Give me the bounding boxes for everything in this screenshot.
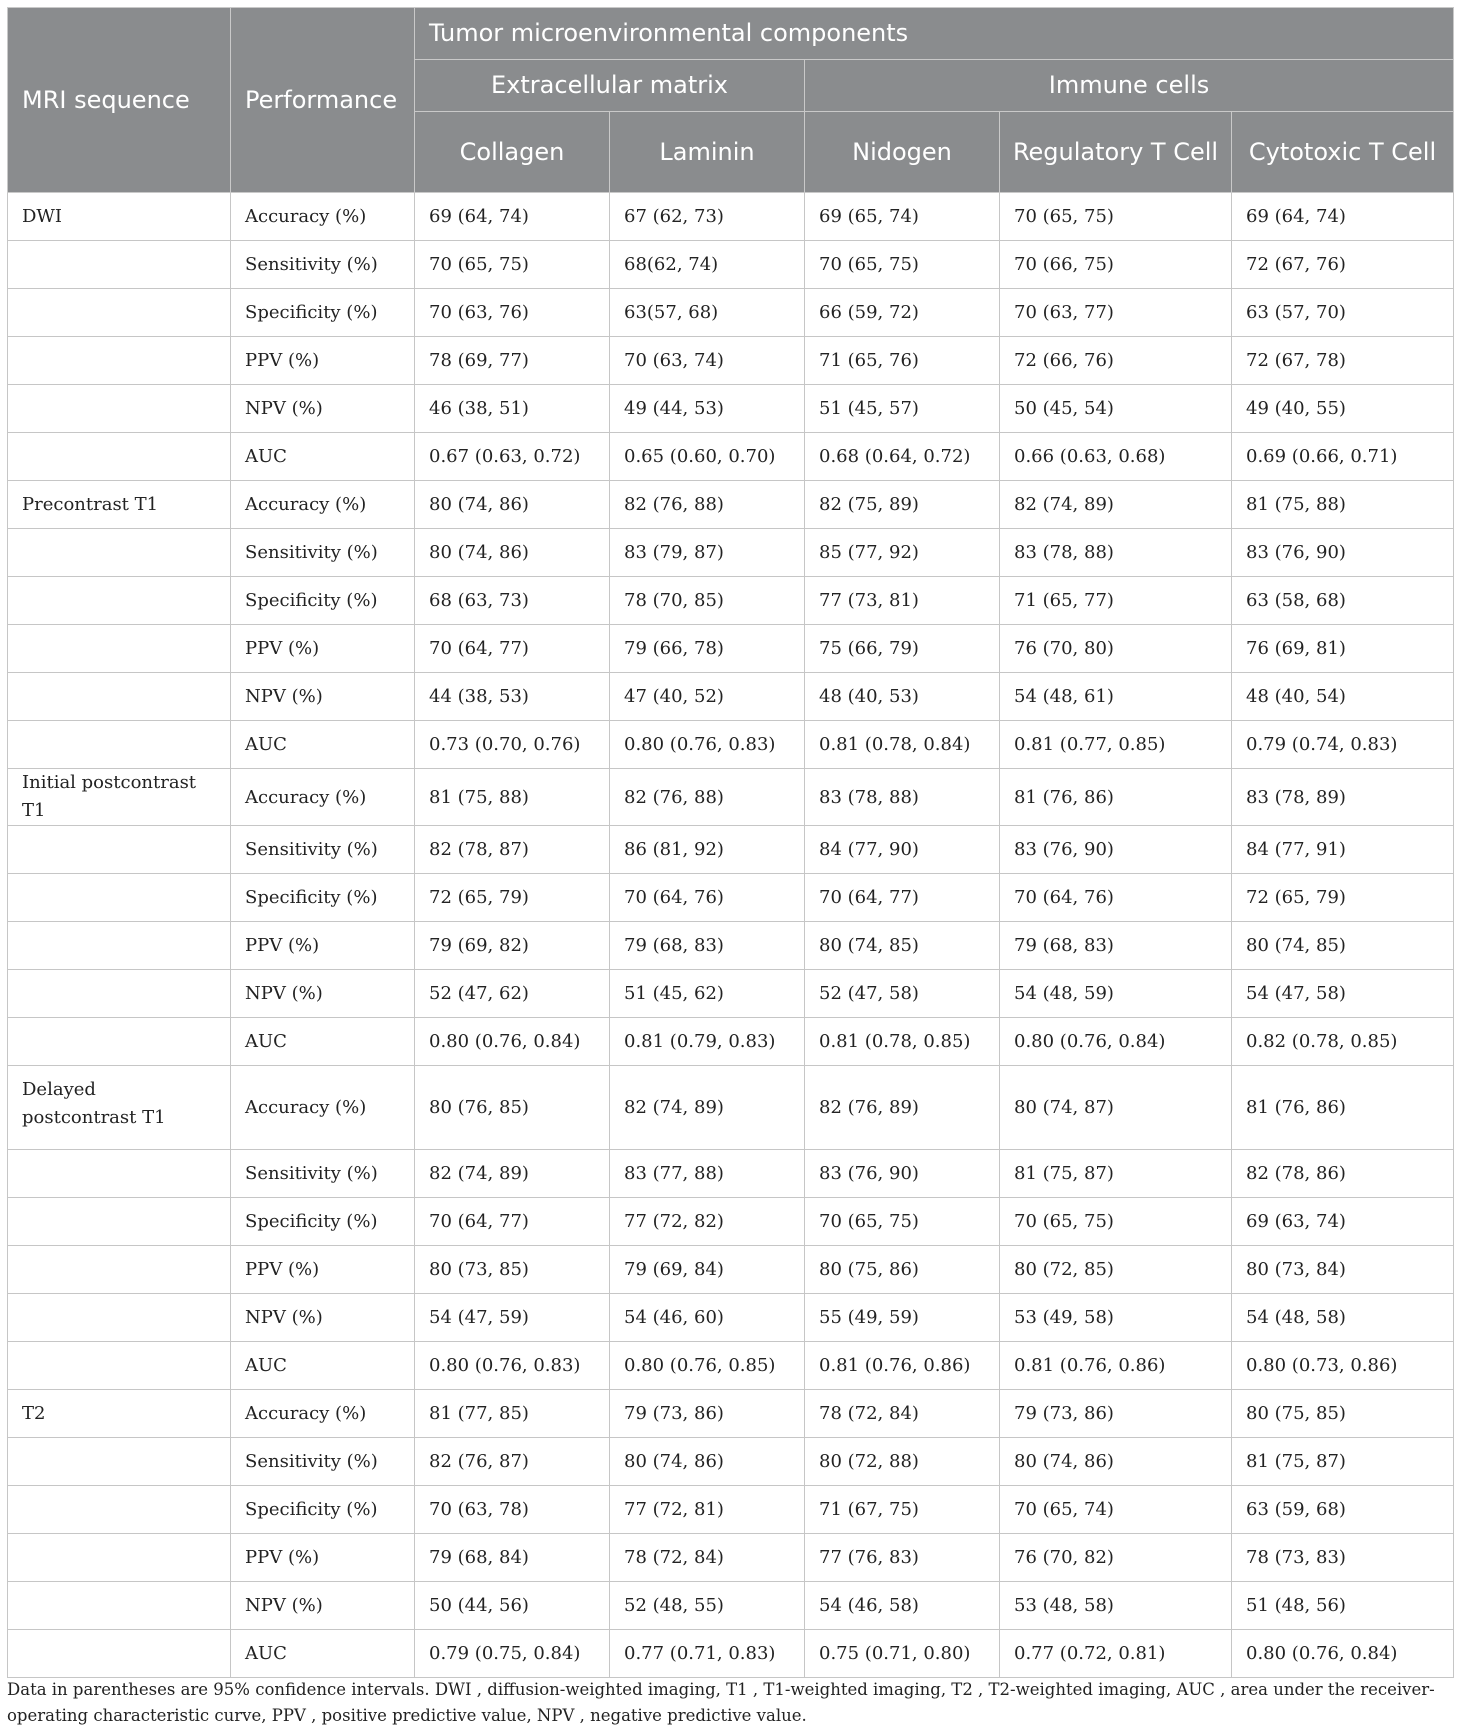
cell-value: 78 (69, 77) — [415, 337, 610, 385]
cell-value: 0.81 (0.76, 0.86) — [805, 1342, 1000, 1390]
cell-value: 0.75 (0.71, 0.80) — [805, 1630, 1000, 1678]
cell-value: 51 (45, 62) — [610, 970, 805, 1018]
cell-mri-sequence — [8, 721, 231, 769]
cell-value: 79 (69, 82) — [415, 922, 610, 970]
cell-value: 83 (78, 88) — [1000, 529, 1232, 577]
cell-value: 46 (38, 51) — [415, 385, 610, 433]
cell-value: 70 (63, 76) — [415, 289, 610, 337]
cell-value: 78 (72, 84) — [805, 1390, 1000, 1438]
cell-value: 44 (38, 53) — [415, 673, 610, 721]
cell-value: 71 (67, 75) — [805, 1486, 1000, 1534]
cell-value: 0.81 (0.76, 0.86) — [1000, 1342, 1232, 1390]
cell-value: 82 (76, 88) — [610, 481, 805, 529]
cell-value: 76 (70, 82) — [1000, 1534, 1232, 1582]
cell-mri-sequence — [8, 673, 231, 721]
cell-value: 50 (44, 56) — [415, 1582, 610, 1630]
cell-value: 70 (65, 75) — [1000, 193, 1232, 241]
cell-value: 54 (46, 60) — [610, 1294, 805, 1342]
cell-value: 0.80 (0.76, 0.84) — [415, 1018, 610, 1066]
table-row — [8, 1150, 1454, 1198]
table-row — [8, 1438, 1454, 1486]
cell-value: 54 (48, 59) — [1000, 970, 1232, 1018]
cell-value: 80 (72, 88) — [805, 1438, 1000, 1486]
table-row — [8, 874, 1454, 922]
cell-value: 70 (65, 74) — [1000, 1486, 1232, 1534]
cell-value: 0.82 (0.78, 0.85) — [1232, 1018, 1454, 1066]
cell-value: 80 (74, 86) — [415, 481, 610, 529]
cell-value: 48 (40, 53) — [805, 673, 1000, 721]
cell-value: 69 (65, 74) — [805, 193, 1000, 241]
cell-value: 70 (64, 76) — [1000, 874, 1232, 922]
results-table — [7, 7, 1454, 1678]
cell-value: 82 (74, 89) — [610, 1066, 805, 1150]
cell-value: 86 (81, 92) — [610, 826, 805, 874]
cell-performance-metric: NPV (%) — [231, 673, 415, 721]
cell-value: 68 (63, 73) — [415, 577, 610, 625]
cell-performance-metric: Accuracy (%) — [231, 1066, 415, 1150]
cell-mri-sequence — [8, 289, 231, 337]
cell-value: 0.66 (0.63, 0.68) — [1000, 433, 1232, 481]
cell-value: 70 (63, 77) — [1000, 289, 1232, 337]
cell-value: 49 (40, 55) — [1232, 385, 1454, 433]
cell-value: 70 (66, 75) — [1000, 241, 1232, 289]
cell-value: 80 (73, 85) — [415, 1246, 610, 1294]
cell-performance-metric: Sensitivity (%) — [231, 826, 415, 874]
cell-performance-metric: Accuracy (%) — [231, 193, 415, 241]
cell-value: 81 (75, 87) — [1000, 1150, 1232, 1198]
table-row — [8, 193, 1454, 241]
cell-value: 82 (74, 89) — [1000, 481, 1232, 529]
cell-value: 82 (75, 89) — [805, 481, 1000, 529]
cell-performance-metric: PPV (%) — [231, 1246, 415, 1294]
cell-mri-sequence — [8, 1018, 231, 1066]
cell-performance-metric: AUC — [231, 1630, 415, 1678]
cell-performance-metric: Sensitivity (%) — [231, 241, 415, 289]
table-row — [8, 433, 1454, 481]
cell-value: 81 (75, 88) — [1232, 481, 1454, 529]
cell-mri-sequence — [8, 1486, 231, 1534]
cell-mri-sequence — [8, 241, 231, 289]
cell-performance-metric: Specificity (%) — [231, 1486, 415, 1534]
cell-value: 80 (74, 85) — [805, 922, 1000, 970]
cell-value: 70 (65, 75) — [415, 241, 610, 289]
cell-value: 69 (64, 74) — [415, 193, 610, 241]
cell-value: 71 (65, 76) — [805, 337, 1000, 385]
cell-performance-metric: Sensitivity (%) — [231, 529, 415, 577]
table-row — [8, 1198, 1454, 1246]
cell-value: 70 (64, 76) — [610, 874, 805, 922]
cell-mri-sequence — [8, 1246, 231, 1294]
cell-mri-sequence — [8, 1198, 231, 1246]
cell-value: 81 (76, 86) — [1000, 769, 1232, 826]
cell-performance-metric: PPV (%) — [231, 337, 415, 385]
cell-performance-metric: Sensitivity (%) — [231, 1150, 415, 1198]
cell-value: 0.81 (0.79, 0.83) — [610, 1018, 805, 1066]
cell-value: 0.69 (0.66, 0.71) — [1232, 433, 1454, 481]
cell-mri-sequence — [8, 625, 231, 673]
table-footnote: Data in parentheses are 95% confidence intervals. DWI , diffusion-weighted imaging, T1 , T1-weighted imaging, T2 , T2-weighted imaging, AUC , area under the receiver-operating characteristic curve, PPV , positive predictive value, NPV , negative predictive value. — [7, 1680, 1435, 1725]
table-row — [8, 922, 1454, 970]
cell-value: 0.65 (0.60, 0.70) — [610, 433, 805, 481]
cell-value: 52 (47, 58) — [805, 970, 1000, 1018]
cell-value: 77 (72, 82) — [610, 1198, 805, 1246]
table-row — [8, 337, 1454, 385]
cell-value: 70 (63, 74) — [610, 337, 805, 385]
cell-value: 81 (75, 88) — [415, 769, 610, 826]
cell-value: 70 (65, 75) — [805, 1198, 1000, 1246]
table-row — [8, 1630, 1454, 1678]
cell-value: 77 (72, 81) — [610, 1486, 805, 1534]
table-row — [8, 577, 1454, 625]
cell-value: 0.77 (0.71, 0.83) — [610, 1630, 805, 1678]
cell-value: 68(62, 74) — [610, 241, 805, 289]
cell-value: 79 (68, 83) — [1000, 922, 1232, 970]
cell-value: 80 (73, 84) — [1232, 1246, 1454, 1294]
cell-performance-metric: Sensitivity (%) — [231, 1438, 415, 1486]
cell-value: 72 (65, 79) — [415, 874, 610, 922]
cell-value: 0.80 (0.76, 0.85) — [610, 1342, 805, 1390]
cell-value: 0.80 (0.76, 0.84) — [1232, 1630, 1454, 1678]
cell-mri-sequence — [8, 385, 231, 433]
cell-mri-sequence — [8, 1630, 231, 1678]
table-row — [8, 1390, 1454, 1438]
cell-mri-sequence — [8, 1294, 231, 1342]
cell-performance-metric: AUC — [231, 1342, 415, 1390]
cell-mri-sequence: Precontrast T1 — [8, 481, 231, 529]
cell-value: 63 (57, 70) — [1232, 289, 1454, 337]
cell-value: 72 (65, 79) — [1232, 874, 1454, 922]
cell-value: 67 (62, 73) — [610, 193, 805, 241]
table-body — [8, 193, 1454, 1678]
cell-value: 79 (68, 83) — [610, 922, 805, 970]
table-row — [8, 1582, 1454, 1630]
cell-value: 0.81 (0.78, 0.85) — [805, 1018, 1000, 1066]
cell-performance-metric: AUC — [231, 433, 415, 481]
cell-value: 72 (67, 76) — [1232, 241, 1454, 289]
header-group-title: Tumor microenvironmental components — [415, 8, 1454, 60]
header-laminin: Laminin — [610, 112, 805, 193]
cell-value: 78 (70, 85) — [610, 577, 805, 625]
cell-performance-metric: PPV (%) — [231, 1534, 415, 1582]
cell-value: 70 (65, 75) — [805, 241, 1000, 289]
cell-value: 83 (76, 90) — [1232, 529, 1454, 577]
cell-value: 54 (48, 58) — [1232, 1294, 1454, 1342]
cell-mri-sequence — [8, 1534, 231, 1582]
header-extracellular-matrix: Extracellular matrix — [415, 60, 805, 112]
cell-value: 80 (76, 85) — [415, 1066, 610, 1150]
header-performance: Performance — [231, 8, 415, 193]
cell-value: 79 (73, 86) — [610, 1390, 805, 1438]
cell-mri-sequence — [8, 1150, 231, 1198]
table-row — [8, 1294, 1454, 1342]
cell-value: 0.81 (0.77, 0.85) — [1000, 721, 1232, 769]
cell-value: 80 (74, 86) — [1000, 1438, 1232, 1486]
cell-value: 70 (65, 75) — [1000, 1198, 1232, 1246]
cell-value: 0.79 (0.74, 0.83) — [1232, 721, 1454, 769]
table-row — [8, 241, 1454, 289]
table-row — [8, 769, 1454, 826]
table-row — [8, 1342, 1454, 1390]
table-row — [8, 481, 1454, 529]
cell-value: 0.79 (0.75, 0.84) — [415, 1630, 610, 1678]
cell-value: 63(57, 68) — [610, 289, 805, 337]
cell-mri-sequence: Delayed postcontrast T1 — [8, 1066, 231, 1150]
cell-value: 80 (74, 86) — [415, 529, 610, 577]
cell-value: 70 (63, 78) — [415, 1486, 610, 1534]
cell-mri-sequence — [8, 922, 231, 970]
cell-mri-sequence — [8, 1438, 231, 1486]
cell-value: 80 (75, 86) — [805, 1246, 1000, 1294]
cell-mri-sequence — [8, 826, 231, 874]
cell-mri-sequence: Initial postcontrast T1 — [8, 769, 231, 826]
cell-performance-metric: AUC — [231, 1018, 415, 1066]
cell-value: 84 (77, 91) — [1232, 826, 1454, 874]
cell-value: 48 (40, 54) — [1232, 673, 1454, 721]
cell-value: 52 (48, 55) — [610, 1582, 805, 1630]
header-immune-cells: Immune cells — [805, 60, 1454, 112]
cell-value: 82 (76, 88) — [610, 769, 805, 826]
cell-value: 0.67 (0.63, 0.72) — [415, 433, 610, 481]
table-row — [8, 826, 1454, 874]
cell-value: 79 (69, 84) — [610, 1246, 805, 1294]
table-row — [8, 1066, 1454, 1150]
cell-mri-sequence — [8, 337, 231, 385]
cell-value: 63 (58, 68) — [1232, 577, 1454, 625]
cell-value: 80 (74, 87) — [1000, 1066, 1232, 1150]
cell-value: 80 (75, 85) — [1232, 1390, 1454, 1438]
cell-value: 81 (76, 86) — [1232, 1066, 1454, 1150]
cell-value: 79 (66, 78) — [610, 625, 805, 673]
cell-value: 0.80 (0.73, 0.86) — [1232, 1342, 1454, 1390]
cell-mri-sequence — [8, 1342, 231, 1390]
cell-mri-sequence — [8, 433, 231, 481]
cell-value: 78 (73, 83) — [1232, 1534, 1454, 1582]
cell-value: 54 (46, 58) — [805, 1582, 1000, 1630]
cell-value: 54 (47, 59) — [415, 1294, 610, 1342]
cell-value: 83 (77, 88) — [610, 1150, 805, 1198]
cell-value: 83 (79, 87) — [610, 529, 805, 577]
cell-value: 82 (78, 86) — [1232, 1150, 1454, 1198]
cell-value: 0.68 (0.64, 0.72) — [805, 433, 1000, 481]
cell-value: 51 (45, 57) — [805, 385, 1000, 433]
cell-value: 52 (47, 62) — [415, 970, 610, 1018]
cell-value: 0.80 (0.76, 0.83) — [415, 1342, 610, 1390]
cell-mri-sequence — [8, 970, 231, 1018]
cell-value: 83 (78, 88) — [805, 769, 1000, 826]
cell-value: 83 (76, 90) — [805, 1150, 1000, 1198]
cell-performance-metric: Accuracy (%) — [231, 769, 415, 826]
table-row — [8, 1534, 1454, 1582]
cell-value: 49 (44, 53) — [610, 385, 805, 433]
cell-value: 70 (64, 77) — [415, 625, 610, 673]
cell-value: 54 (47, 58) — [1232, 970, 1454, 1018]
cell-performance-metric: NPV (%) — [231, 970, 415, 1018]
cell-performance-metric: Accuracy (%) — [231, 1390, 415, 1438]
cell-value: 0.80 (0.76, 0.84) — [1000, 1018, 1232, 1066]
cell-value: 54 (48, 61) — [1000, 673, 1232, 721]
cell-value: 72 (66, 76) — [1000, 337, 1232, 385]
cell-value: 70 (64, 77) — [805, 874, 1000, 922]
cell-value: 85 (77, 92) — [805, 529, 1000, 577]
cell-value: 76 (70, 80) — [1000, 625, 1232, 673]
table-row — [8, 385, 1454, 433]
cell-value: 51 (48, 56) — [1232, 1582, 1454, 1630]
cell-performance-metric: Specificity (%) — [231, 289, 415, 337]
cell-value: 71 (65, 77) — [1000, 577, 1232, 625]
cell-performance-metric: NPV (%) — [231, 385, 415, 433]
cell-value: 82 (76, 89) — [805, 1066, 1000, 1150]
cell-value: 83 (78, 89) — [1232, 769, 1454, 826]
cell-value: 0.73 (0.70, 0.76) — [415, 721, 610, 769]
cell-value: 81 (77, 85) — [415, 1390, 610, 1438]
cell-mri-sequence — [8, 529, 231, 577]
header-regulatory-t-cell: Regulatory T Cell — [1000, 112, 1232, 193]
cell-value: 69 (63, 74) — [1232, 1198, 1454, 1246]
cell-value: 77 (73, 81) — [805, 577, 1000, 625]
cell-value: 82 (78, 87) — [415, 826, 610, 874]
cell-value: 53 (48, 58) — [1000, 1582, 1232, 1630]
cell-mri-sequence — [8, 1582, 231, 1630]
cell-performance-metric: NPV (%) — [231, 1294, 415, 1342]
cell-value: 82 (76, 87) — [415, 1438, 610, 1486]
cell-value: 69 (64, 74) — [1232, 193, 1454, 241]
cell-value: 80 (74, 85) — [1232, 922, 1454, 970]
cell-mri-sequence — [8, 874, 231, 922]
cell-value: 75 (66, 79) — [805, 625, 1000, 673]
cell-performance-metric: PPV (%) — [231, 922, 415, 970]
cell-value: 63 (59, 68) — [1232, 1486, 1454, 1534]
cell-value: 79 (73, 86) — [1000, 1390, 1232, 1438]
cell-value: 0.77 (0.72, 0.81) — [1000, 1630, 1232, 1678]
cell-value: 70 (64, 77) — [415, 1198, 610, 1246]
cell-value: 81 (75, 87) — [1232, 1438, 1454, 1486]
cell-value: 72 (67, 78) — [1232, 337, 1454, 385]
cell-mri-sequence: DWI — [8, 193, 231, 241]
table-row — [8, 625, 1454, 673]
cell-performance-metric: NPV (%) — [231, 1582, 415, 1630]
table-row — [8, 673, 1454, 721]
table-row — [8, 721, 1454, 769]
cell-value: 50 (45, 54) — [1000, 385, 1232, 433]
cell-performance-metric: Accuracy (%) — [231, 481, 415, 529]
cell-value: 82 (74, 89) — [415, 1150, 610, 1198]
table-row — [8, 1486, 1454, 1534]
header-collagen: Collagen — [415, 112, 610, 193]
table-row — [8, 289, 1454, 337]
cell-value: 80 (72, 85) — [1000, 1246, 1232, 1294]
cell-value: 79 (68, 84) — [415, 1534, 610, 1582]
cell-value: 0.80 (0.76, 0.83) — [610, 721, 805, 769]
table-row — [8, 1018, 1454, 1066]
header-nidogen: Nidogen — [805, 112, 1000, 193]
table-row — [8, 529, 1454, 577]
cell-performance-metric: PPV (%) — [231, 625, 415, 673]
cell-performance-metric: Specificity (%) — [231, 874, 415, 922]
cell-mri-sequence: T2 — [8, 1390, 231, 1438]
results-table-container — [7, 7, 1453, 1678]
cell-value: 84 (77, 90) — [805, 826, 1000, 874]
table-row — [8, 1246, 1454, 1294]
cell-performance-metric: AUC — [231, 721, 415, 769]
cell-value: 53 (49, 58) — [1000, 1294, 1232, 1342]
header-mri-sequence: MRI sequence — [8, 8, 231, 193]
cell-value: 76 (69, 81) — [1232, 625, 1454, 673]
cell-value: 83 (76, 90) — [1000, 826, 1232, 874]
cell-performance-metric: Specificity (%) — [231, 1198, 415, 1246]
header-cytotoxic-t-cell: Cytotoxic T Cell — [1232, 112, 1454, 193]
cell-value: 55 (49, 59) — [805, 1294, 1000, 1342]
cell-value: 78 (72, 84) — [610, 1534, 805, 1582]
cell-value: 80 (74, 86) — [610, 1438, 805, 1486]
cell-value: 77 (76, 83) — [805, 1534, 1000, 1582]
cell-performance-metric: Specificity (%) — [231, 577, 415, 625]
cell-value: 47 (40, 52) — [610, 673, 805, 721]
cell-value: 66 (59, 72) — [805, 289, 1000, 337]
cell-value: 0.81 (0.78, 0.84) — [805, 721, 1000, 769]
cell-mri-sequence — [8, 577, 231, 625]
table-header — [8, 8, 1454, 193]
table-row — [8, 970, 1454, 1018]
